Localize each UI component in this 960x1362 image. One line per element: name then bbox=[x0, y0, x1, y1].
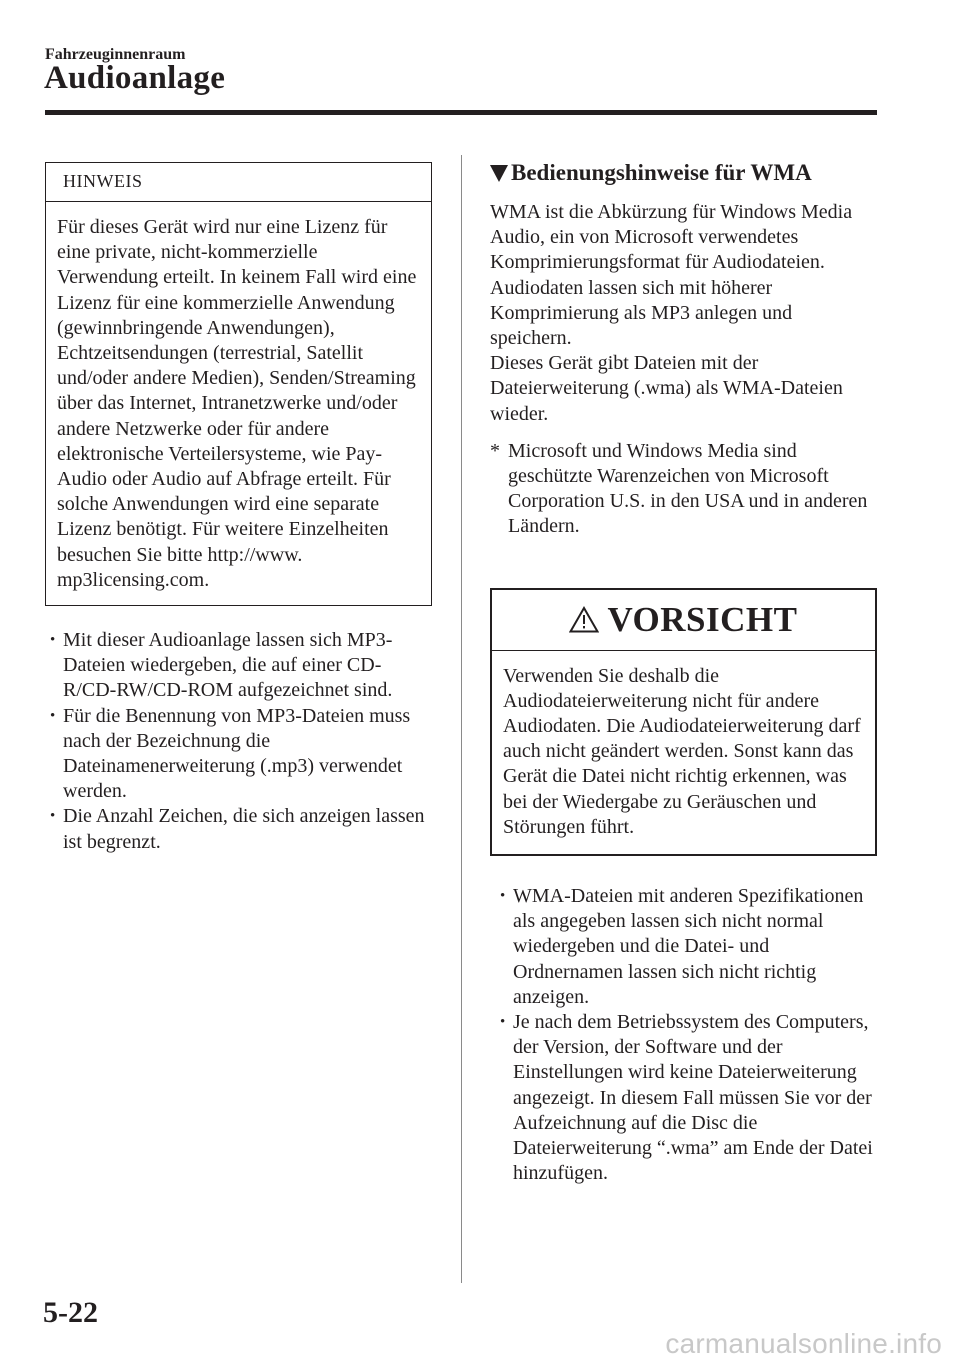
triangle-down-icon bbox=[490, 165, 508, 182]
wma-heading-text: Bedienungshinweise für WMA bbox=[511, 160, 812, 185]
note-box bbox=[45, 162, 432, 606]
wma-heading bbox=[490, 160, 878, 186]
left-column bbox=[45, 162, 433, 855]
right-column bbox=[490, 158, 878, 1187]
column-divider bbox=[461, 155, 462, 1283]
page-number: 5-22 bbox=[43, 1296, 98, 1329]
right-bullet-list bbox=[495, 884, 878, 1186]
caution-title: VORSICHT bbox=[607, 599, 798, 639]
wma-footnote bbox=[490, 439, 878, 540]
watermark: carmanualsonline.info bbox=[665, 1328, 942, 1359]
list-item: • Die Anzahl Zeichen, die sich anzeigen lassen ist begrenzt. bbox=[45, 804, 433, 854]
note-title: HINWEIS bbox=[46, 163, 431, 202]
list-item: • Für die Benennung von MP3-Dateien muss nach der Bezeichnung die Dateinamenerweiterung (.mp3) verwendet werden. bbox=[45, 704, 433, 805]
section-label: Fahrzeuginnenraum bbox=[45, 46, 186, 63]
list-item: • WMA-Dateien mit anderen Spezifikationen als angegeben lassen sich nicht normal wiedergeben und die Datei- und Ordnernamen lassen sich nicht richtig anzeigen. bbox=[495, 884, 878, 1010]
list-item: • Je nach dem Betriebssystem des Computers, der Version, der Software und der Einstellungen wird keine Dateierweiterung angezeigt. In diesem Fall müssen Sie vor der Aufzeichnung auf die Disc die Dateierweiterung “.wma” am Ende der Datei hinzufügen. bbox=[495, 1010, 878, 1186]
chapter-title: Audioanlage bbox=[44, 60, 226, 96]
note-text: Für dieses Gerät wird nur eine Lizenz für eine private, nicht-kommerzielle Verwendung erteilt. In keinem Fall wird eine Lizenz für eine kommerzielle Anwendung (gewinnbringende Anwendungen), Echtzeitsendungen (terrestrial, Satellit und/oder andere Medien), Senden/Streaming über das Internet, Intranetzwerke und/oder andere Netzwerke oder für andere elektronische Verteilersysteme, wie Pay-Audio oder Audio auf Abfrage erteilt. Für solche Anwendungen wird eine separate Lizenz benötigt. Für weitere Einzelheiten besuchen Sie bitte http://www. mp3licensing.com. bbox=[57, 216, 417, 591]
left-bullet-list bbox=[45, 628, 433, 855]
warning-triangle-icon bbox=[569, 606, 599, 633]
footnote-text: Microsoft und Windows Media sind geschützte Warenzeichen von Microsoft Corporation U.S. in den USA und in anderen Ländern. bbox=[508, 439, 868, 538]
header-rule bbox=[45, 110, 877, 115]
caution-header bbox=[492, 590, 875, 651]
footnote-mark: * bbox=[490, 439, 500, 462]
caution-text: Verwenden Sie deshalb die Audiodateierweiterung nicht für andere Audiodaten. Die Audiodateierweiterung darf auch nicht geändert werden. Sonst kann das Gerät die Datei nicht richtig erkennen, was bei der Wiedergabe zu Geräuschen und Störungen führt. bbox=[503, 664, 861, 838]
list-item: • Mit dieser Audioanlage lassen sich MP3-Dateien wiedergeben, die auf einer CD-R/CD-RW/CD-ROM aufgezeichnet sind. bbox=[45, 628, 433, 704]
wma-paragraph: WMA ist die Abkürzung für Windows Media Audio, ein von Microsoft verwendetes Komprimierungsformat für Audiodateien. Audiodaten lassen sich mit höherer Komprimierung als MP3 anlegen und speichern. Dieses Gerät gibt Dateien mit der Dateierweiterung (.wma) als WMA-Dateien wieder. bbox=[490, 201, 853, 425]
caution-box bbox=[490, 588, 877, 856]
